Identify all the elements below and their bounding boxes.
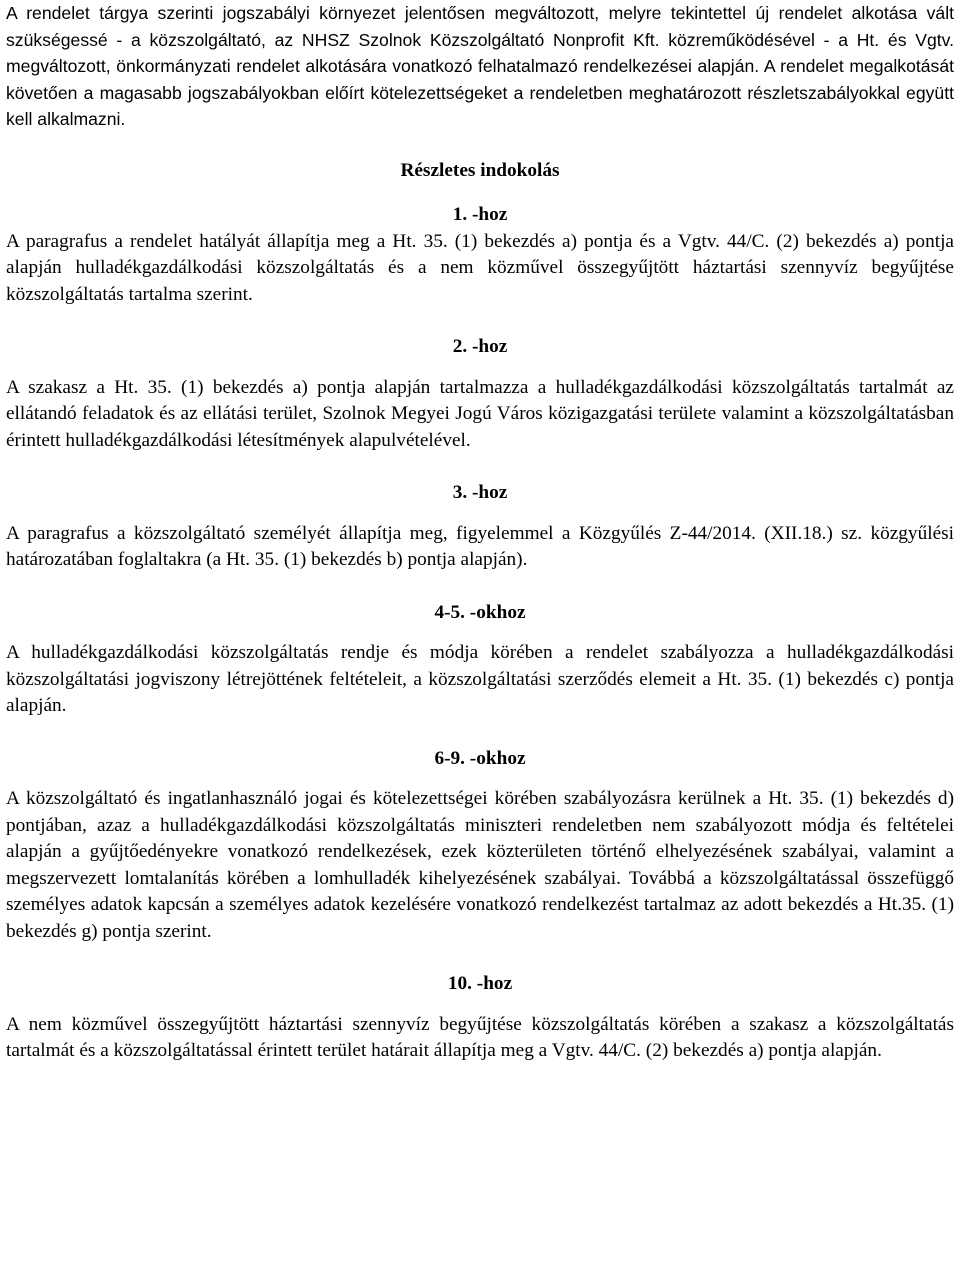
document-title: Részletes indokolás [400, 159, 560, 181]
intro-text-a: A rendelet tárgya szerinti jogszabályi környezet jelentősen megváltozott, melyre tekintettel új rendelet alkotása vált szükségessé - a közszolgáltató, az NHSZ Szolnok Közszolgáltató Nonprofit Kft. közreműködésével - a Ht. és Vgtv. megváltozott, önkormányzati rendelet alkotására vonatkozó felhatalmazó rendelkezései alapján. [6, 3, 954, 76]
section-text: A közszolgáltató és ingatlanhasználó jogai és kötelezettségei körében szabályozásra kerülnek a Ht. 35. (1) bekezdés d) pontjában, azaz a hulladékgazdálkodási közszolgáltatás miniszteri rendeletben nem szabályozott módja és feltételei alapján a gyűjtőedényekre vonatkozó rendelkezések, ezek közterületen történő elhelyezésének szabályai, valamint a megszervezett lomtalanítás körében a lomhulladék kihelyezésének szabályai. Továbbá a közszolgáltatással összefüggő személyes adatok kapcsán a személyes adatok kezelésére vonatkozó rendelkezést tartalmaz az adott bekezdés a Ht.35. (1) bekezdés g) pontja szerint. [6, 788, 954, 942]
section-text: A hulladékgazdálkodási közszolgáltatás rendje és módja körében a rendelet szabályozza a hulladékgazdálkodási közszolgáltatási jogviszony létrejöttének feltételeit, a közszolgáltatási szerződés elemeit a Ht. 35. (1) bekezdés c) pontja alapján. [6, 642, 954, 716]
section-text: A szakasz a Ht. 35. (1) bekezdés a) pontja alapján tartalmazza a hulladékgazdálkodási közszolgáltatás tartalmát az ellátandó feladatok és az ellátási terület, Szolnok Megyei Jogú Város közigazgatási területe valamint a közszolgáltatásban érintett hulladékgazdálkodási létesítmények alapulvételével. [6, 376, 954, 451]
section-text: A paragrafus a rendelet hatályát állapítja meg a Ht. 35. (1) bekezdés a) pontja és a Vgtv. 44/C. (2) bekezdés a) pontja alapján hulladékgazdálkodási közszolgáltatás és a nem közművel összegyűjtött háztartási szennyvíz begyűjtése közszolgáltatás tartalma szerint. [6, 230, 954, 305]
section-heading: 6-9. -okhoz [434, 747, 526, 769]
section-6-9 [6, 746, 954, 946]
section-heading: 2. -hoz [452, 336, 508, 357]
section-heading: 10. -hoz [447, 973, 513, 994]
section-text: A nem közművel összegyűjtött háztartási szennyvíz begyűjtése közszolgáltatás körében a szakasz a közszolgáltatás tartalmát és a közszolgáltatással érintett terület határait állapítja meg a Vgtv. 44/C. (2) bekezdés a) pontja alapján. [6, 1013, 954, 1061]
section-3 [6, 480, 954, 574]
section-heading: 3. -hoz [452, 482, 508, 503]
intro-paragraph [6, 0, 954, 133]
section-heading: 4-5. -okhoz [434, 601, 526, 623]
section-2 [6, 334, 954, 454]
section-4-5 [6, 600, 954, 720]
section-text: A paragrafus a közszolgáltató személyét állapítja meg, figyelemmel a Közgyűlés Z-44/2014. (XII.18.) sz. közgyűlési határozatában foglaltakra (a Ht. 35. (1) bekezdés b) pontja alapján). [6, 522, 954, 570]
section-10 [6, 971, 954, 1065]
section-heading: 1. -hoz [452, 204, 508, 225]
intro-text-b: A rendelet megalkotását követően a magasabb jogszabályokban előírt kötelezettségeket a rendeletben meghatározott részletszabályokkal együtt kell alkalmazni. [6, 56, 955, 129]
section-1 [6, 202, 954, 308]
